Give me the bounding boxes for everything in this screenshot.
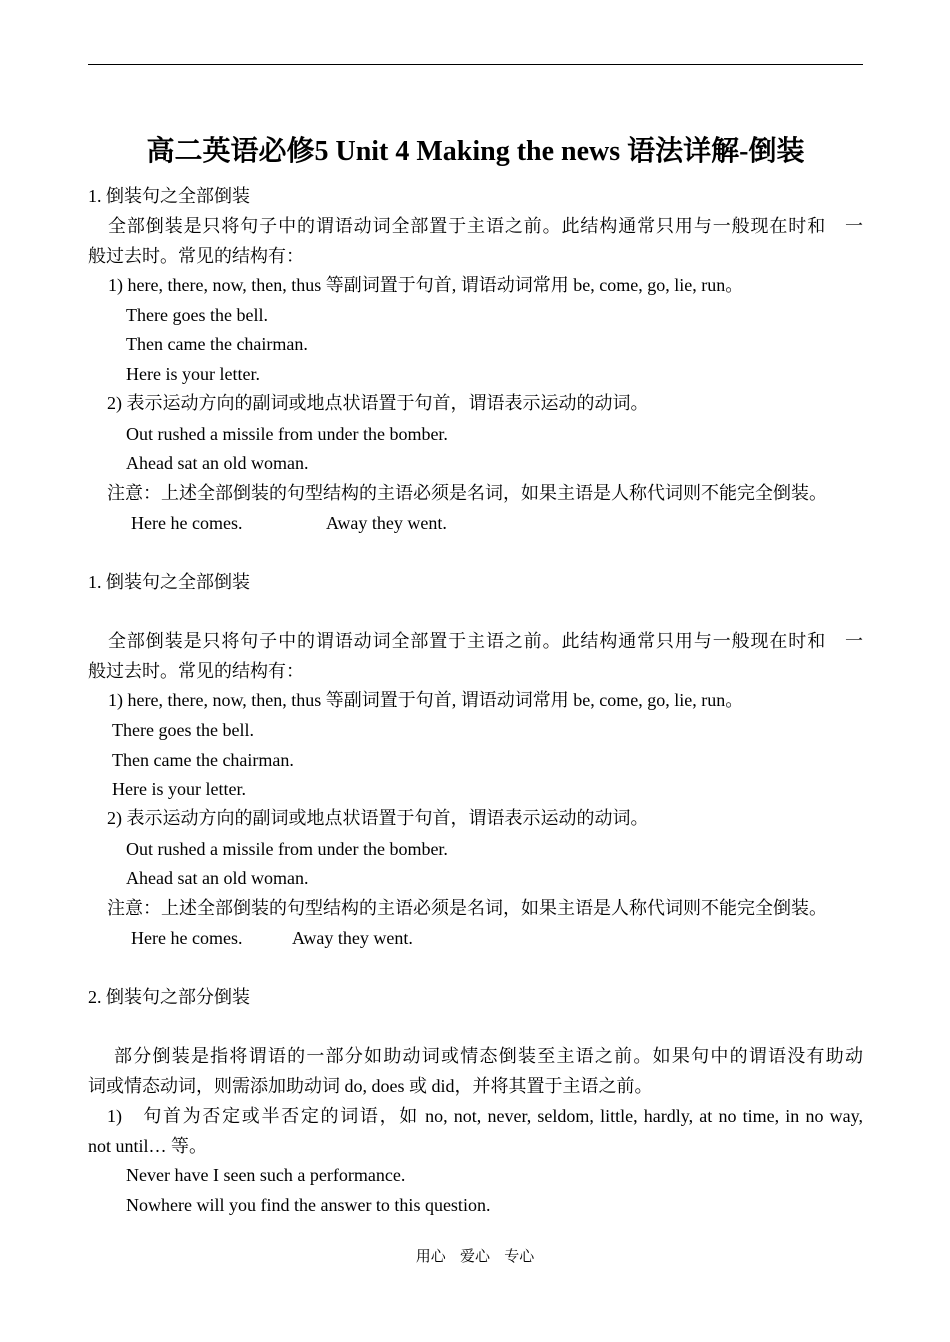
example-sentence: Then came the chairman. (112, 750, 294, 770)
example-sentence: Here he comes. (131, 928, 243, 948)
example-sentence: Out rushed a missile from under the bomber. (126, 424, 448, 444)
note-line: 注意：上述全部倒装的句型结构的主语必须是名词，如果主语是人称代词则不能完全倒装。 (107, 483, 827, 503)
paragraph-line: 般过去时。常见的结构有： (88, 661, 304, 681)
page-title: 高二英语必修5 Unit 4 Making the news 语法详解-倒装 (146, 136, 805, 167)
paragraph-line: 般过去时。常见的结构有： (88, 246, 304, 266)
rule-item: 1) 句首为否定或半否定的词语，如 no, not, never, seldom, little, hardly, at no time, in no way, (107, 1106, 863, 1126)
example-sentence: Here he comes. (131, 513, 243, 533)
example-sentence: Away they went. (326, 513, 447, 533)
example-sentence: Out rushed a missile from under the bomber. (126, 839, 448, 859)
header-rule (88, 64, 863, 65)
example-sentence: Ahead sat an old woman. (126, 453, 309, 473)
rule-item: 2) 表示运动方向的副词或地点状语置于句首，谓语表示运动的动词。 (107, 808, 649, 828)
example-sentence: There goes the bell. (126, 305, 268, 325)
example-sentence: Ahead sat an old woman. (126, 868, 309, 888)
section-heading: 1. 倒装句之全部倒装 (88, 186, 250, 206)
paragraph-line: 全部倒装是只将句子中的谓语动词全部置于主语之前。此结构通常只用与一般现在时和 一 (108, 216, 863, 236)
example-sentence: Then came the chairman. (126, 334, 308, 354)
example-sentence: Here is your letter. (126, 364, 260, 384)
example-sentence: Never have I seen such a performance. (126, 1165, 406, 1185)
example-sentence: Away they went. (292, 928, 413, 948)
rule-item: 1) here, there, now, then, thus 等副词置于句首, 谓语动词常用 be, come, go, lie, run。 (108, 690, 744, 710)
section-heading: 2. 倒装句之部分倒装 (88, 987, 250, 1007)
paragraph-line: 全部倒装是只将句子中的谓语动词全部置于主语之前。此结构通常只用与一般现在时和 一 (108, 631, 863, 651)
section-heading: 1. 倒装句之全部倒装 (88, 572, 250, 592)
paragraph-line: 部分倒装是指将谓语的一部分如助动词或情态倒装至主语之前。如果句中的谓语没有助动 (114, 1046, 863, 1066)
rule-item: 1) here, there, now, then, thus 等副词置于句首, 谓语动词常用 be, come, go, lie, run。 (108, 275, 744, 295)
rule-item: not until… 等。 (88, 1136, 208, 1156)
page-footer: 用心 爱心 专心 (415, 1249, 535, 1265)
example-sentence: Here is your letter. (112, 779, 246, 799)
paragraph-line: 词或情态动词，则需添加助动词 do, does 或 did，并将其置于主语之前。 (88, 1076, 653, 1096)
example-sentence: Nowhere will you find the answer to this question. (126, 1195, 491, 1215)
example-sentence: There goes the bell. (112, 720, 254, 740)
rule-item: 2) 表示运动方向的副词或地点状语置于句首，谓语表示运动的动词。 (107, 393, 649, 413)
note-line: 注意：上述全部倒装的句型结构的主语必须是名词，如果主语是人称代词则不能完全倒装。 (107, 898, 827, 918)
